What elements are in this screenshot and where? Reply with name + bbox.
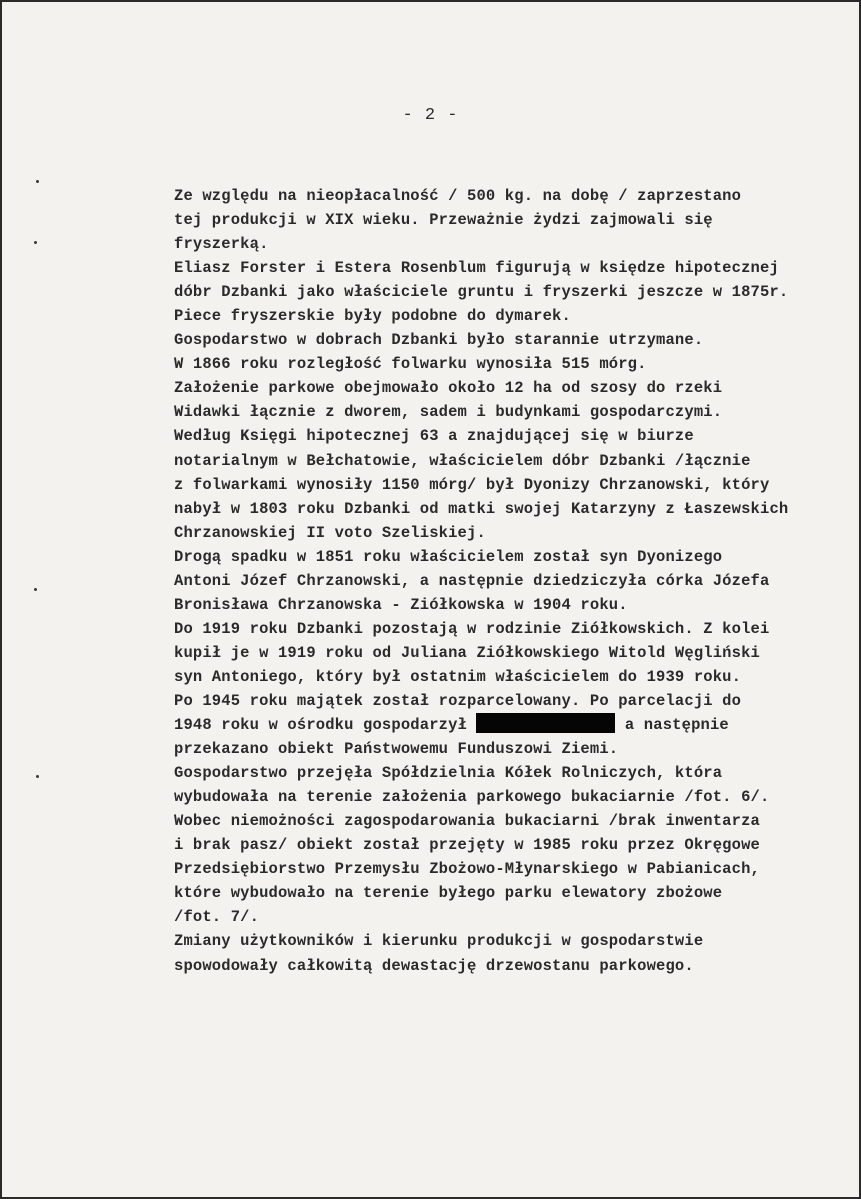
text-line: Ze względu na nieopłacalność / 500 kg. na dobę / zaprzestano bbox=[174, 187, 742, 205]
page-number: - 2 - bbox=[402, 106, 459, 125]
text-line-with-redaction bbox=[174, 713, 846, 737]
redaction-block bbox=[476, 713, 615, 733]
text-line: dóbr Dzbanki jako właściciele gruntu i fryszerki jeszcze w 1875r. bbox=[174, 283, 789, 302]
margin-mark bbox=[36, 775, 39, 778]
text-line: Piece fryszerskie były podobne do dymarek. bbox=[174, 307, 571, 326]
text-line: Zmiany użytkowników i kierunku produkcji w gospodarstwie bbox=[174, 932, 704, 951]
text-line: W 1866 roku rozległość folwarku wynosiła 515 mórg. bbox=[174, 355, 647, 374]
text-line: Drogą spadku w 1851 roku właścicielem został syn Dyonizego bbox=[174, 547, 723, 566]
text-line: tej produkcji w XIX wieku. Przeważnie żydzi zajmowali się bbox=[174, 211, 713, 230]
text-line: i brak pasz/ obiekt został przejęty w 1985 roku przez Okręgowe bbox=[174, 836, 760, 855]
text-line: Widawki łącznie z dworem, sadem i budynkami gospodarczymi. bbox=[174, 403, 723, 422]
text-line: Po 1945 roku majątek został rozparcelowany. Po parcelacji do bbox=[174, 691, 742, 710]
text-line: syn Antoniego, który był ostatnim właścicielem do 1939 roku. bbox=[174, 667, 742, 686]
margin-mark bbox=[36, 180, 39, 183]
text-line: /fot. 7/. bbox=[174, 908, 260, 927]
text-line: Wobec niemożności zagospodarowania bukaciarni /brak inwentarza bbox=[174, 812, 760, 831]
margin-mark bbox=[34, 241, 37, 244]
text-line: kupił je w 1919 roku od Juliana Ziółkowskiego Witold Węgliński bbox=[174, 643, 760, 662]
text-line: Eliasz Forster i Estera Rosenblum figurują w księdze hipotecznej bbox=[174, 259, 779, 278]
text-line: spowodowały całkowitą dewastację drzewostanu parkowego. bbox=[174, 956, 694, 975]
text-line: Do 1919 roku Dzbanki pozostają w rodzinie Ziółkowskich. Z kolei bbox=[174, 619, 770, 638]
text-line: wybudowała na terenie założenia parkowego bukaciarnie /fot. 6/. bbox=[174, 788, 770, 807]
text-line: fryszerką. bbox=[174, 235, 269, 254]
text-line: nabył w 1803 roku Dzbanki od matki swojej Katarzyny z Łaszewskich bbox=[174, 499, 789, 518]
text-segment: a następnie bbox=[624, 716, 729, 735]
text-line: Przedsiębiorstwo Przemysłu Zbożowo-Młynarskiego w Pabianicach, bbox=[174, 860, 760, 879]
margin-mark bbox=[34, 588, 37, 591]
text-line: Chrzanowskiej II voto Szeliskiej. bbox=[174, 523, 486, 542]
text-line: przekazano obiekt Państwowemu Funduszowi Ziemi. bbox=[174, 740, 619, 759]
text-line: Według Księgi hipotecznej 63 a znajdującej się w biurze bbox=[174, 427, 694, 446]
text-segment: 1948 roku w ośrodku gospodarzył bbox=[174, 716, 467, 735]
text-line: które wybudowało na terenie byłego parku elewatory zbożowe bbox=[174, 884, 723, 903]
text-line: Gospodarstwo przejęła Spółdzielnia Kółek Rolniczych, która bbox=[174, 764, 723, 783]
body-text bbox=[174, 184, 846, 978]
text-line: notarialnym w Bełchatowie, właścicielem dóbr Dzbanki /łącznie bbox=[174, 451, 751, 470]
text-line: Bronisława Chrzanowska - Ziółkowska w 1904 roku. bbox=[174, 595, 628, 614]
text-line: z folwarkami wynosiły 1150 mórg/ był Dyonizy Chrzanowski, który bbox=[174, 475, 770, 494]
text-line: Antoni Józef Chrzanowski, a następnie dziedziczyła córka Józefa bbox=[174, 571, 770, 590]
text-line: Gospodarstwo w dobrach Dzbanki było starannie utrzymane. bbox=[174, 331, 704, 350]
text-line: Założenie parkowe obejmowało około 12 ha od szosy do rzeki bbox=[174, 379, 723, 398]
